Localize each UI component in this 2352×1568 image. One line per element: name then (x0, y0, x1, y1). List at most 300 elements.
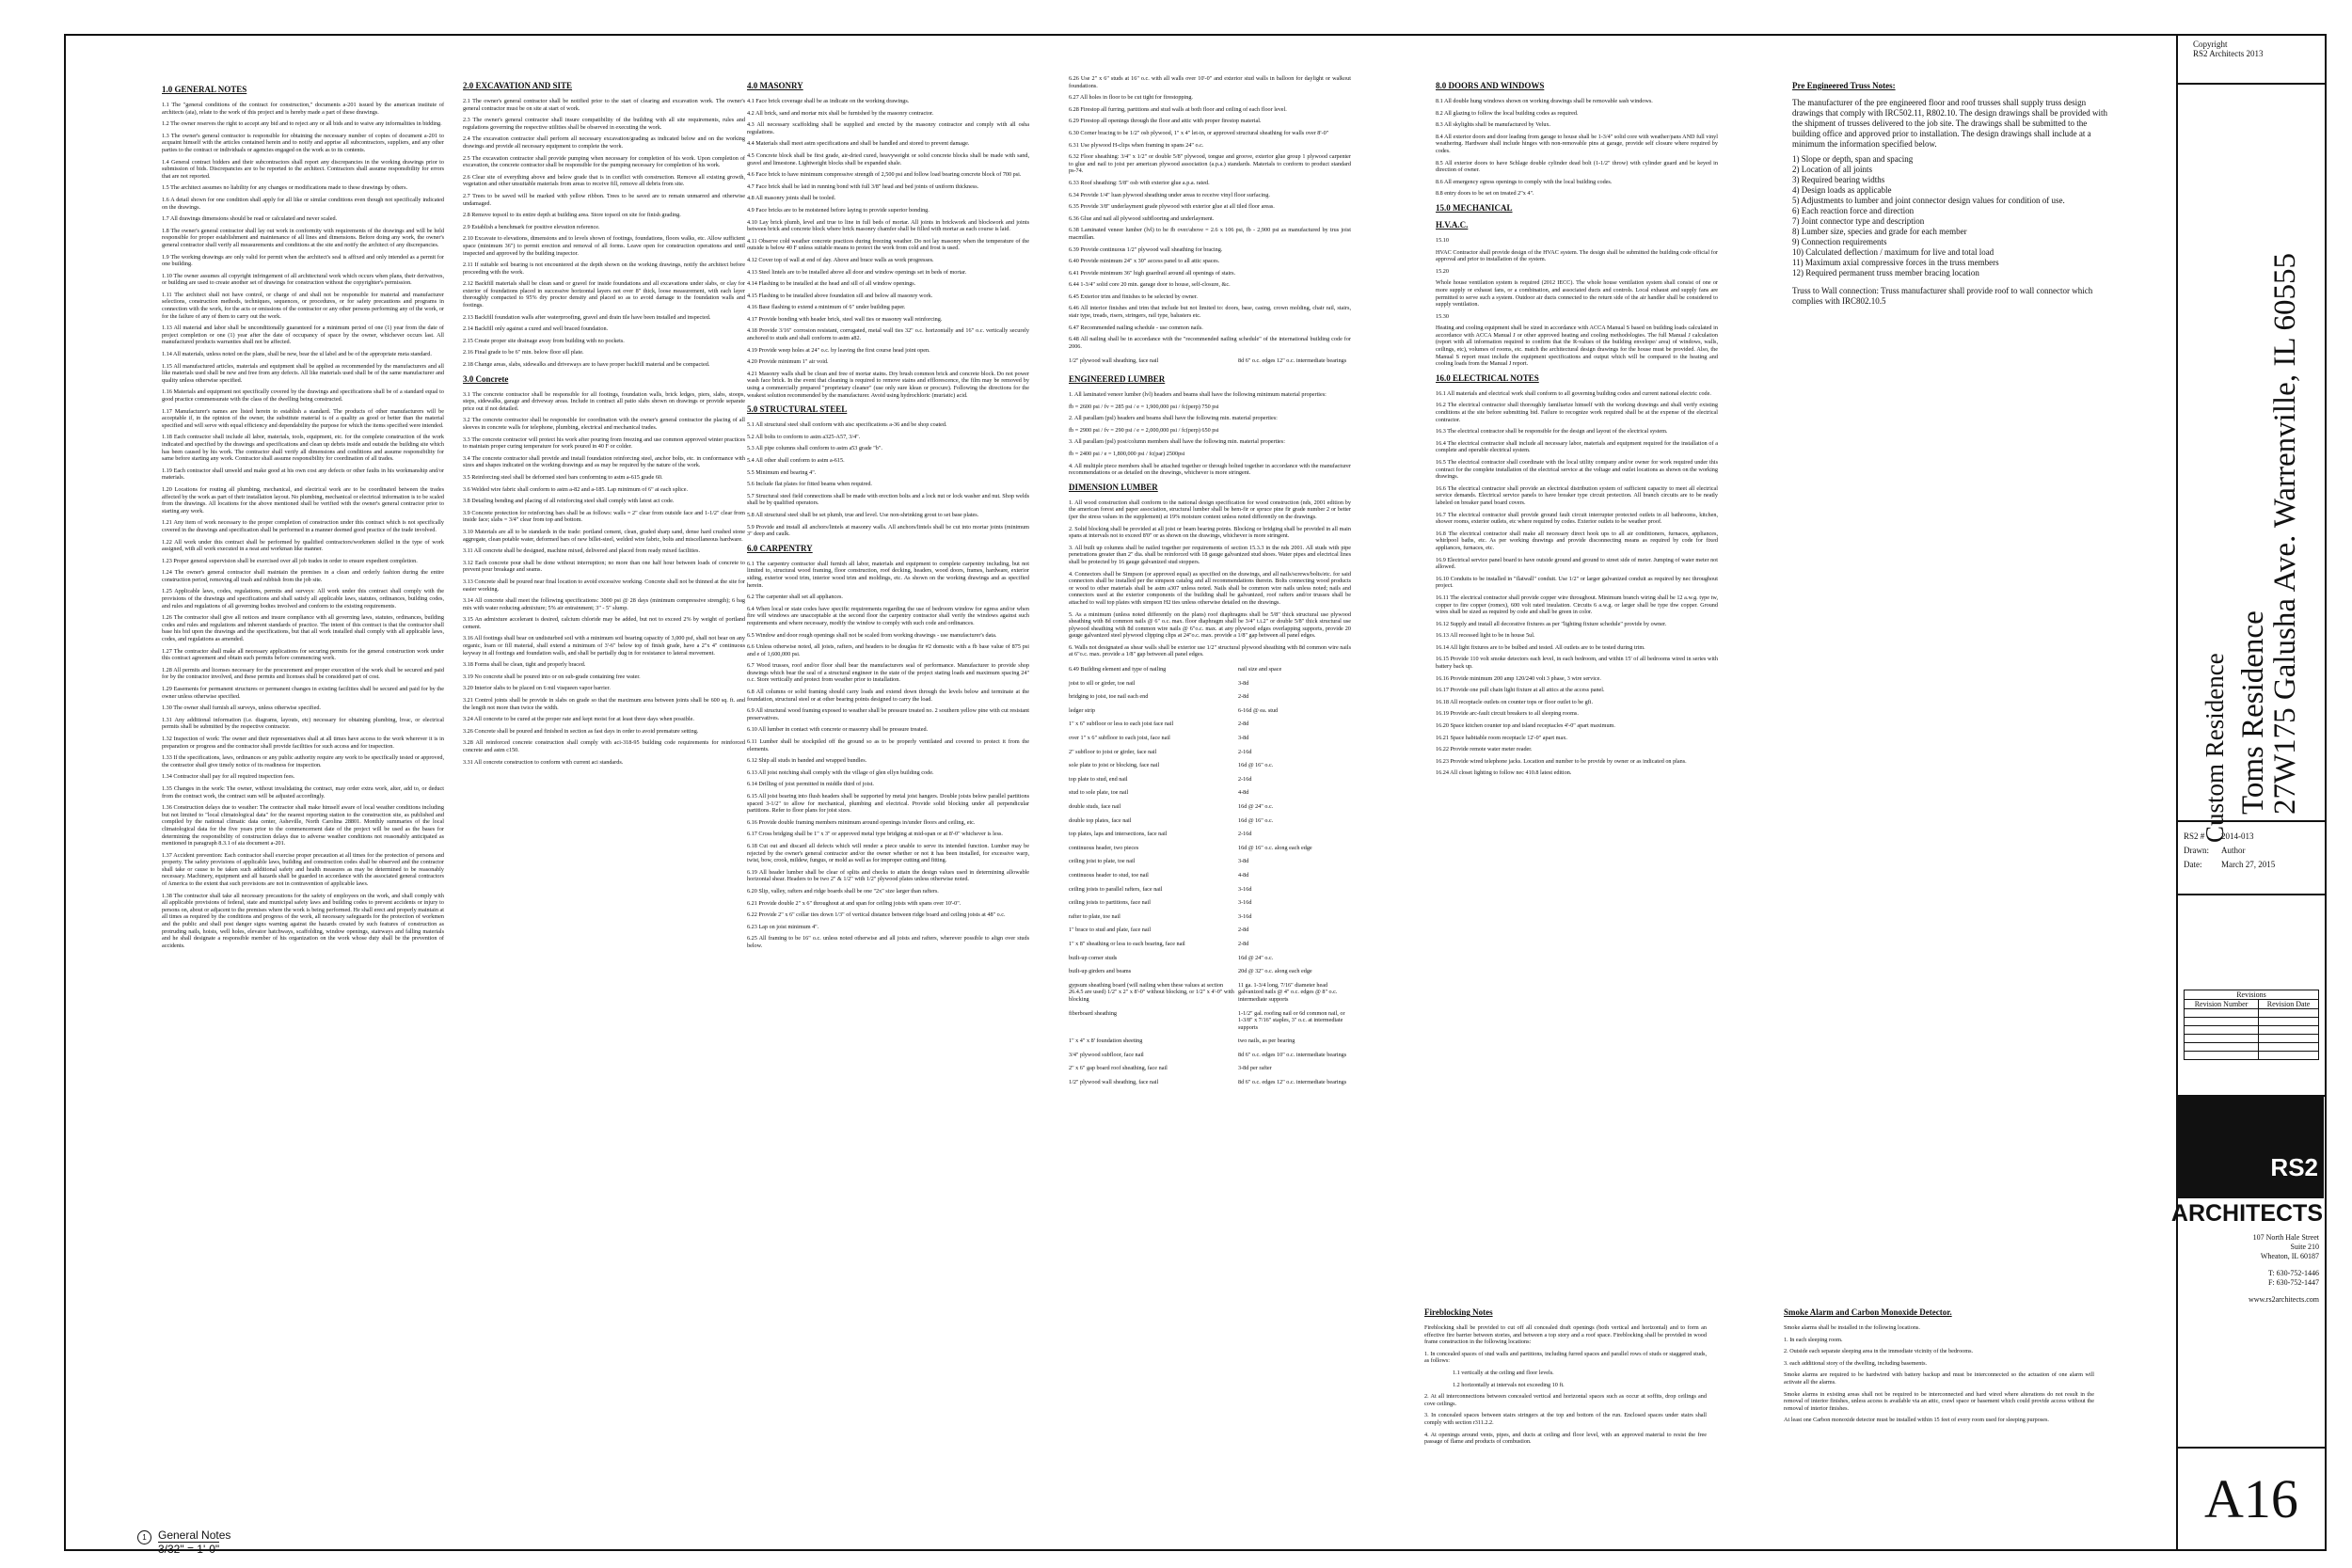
nailing-spec: 2-8d (1238, 927, 1249, 934)
nailing-spec: 16d @ 24" o.c. (1238, 954, 1274, 961)
note: 1.27 The contractor shall make all necessary applications for securing permits for the general construction work under this contract agreement and obtain such permits before commencing work. (162, 647, 444, 662)
note: 1.2 horizontally at intervals not exceeding 10 ft. (1453, 1381, 1565, 1388)
note: 1.13 All material and labor shall be unconditionally guaranteed for a minimum period of one (1) year from the date of project completion or one (1) year after the date of occupancy of space by the owner, whichever occurs last. All manufactured products warranties shall not be affected. (162, 325, 444, 346)
note: 1. All laminated veneer lumber (lvl) headers and beams shall have the following minimum material properties: (1069, 391, 1327, 399)
excavation-heading: 2.0 EXCAVATION AND SITE (463, 81, 573, 90)
copyright-block (2178, 40, 2325, 68)
nailing-spec: 4-8d (1238, 871, 1249, 879)
schedule-row (1069, 924, 1351, 938)
nailing-spec: 3-16d (1238, 885, 1252, 893)
notes-area (66, 36, 2178, 1556)
nailing-element: ceiling joists to parallel rafters, face nail (1069, 885, 1163, 893)
revision-date-header: Revision Date (2259, 1000, 2319, 1009)
note: 2.7 Trees to be saved will be marked with yellow ribbon. Trees to be saved are to remain unmarred and otherwise undamaged. (463, 192, 745, 207)
nailing-spec: 2-16d (1238, 775, 1252, 783)
note: 6.44 1-3/4" solid core 20 min. garage door to house, self-closure, &c. (1069, 281, 1231, 289)
revision-cell (2259, 1043, 2319, 1052)
note: 4.14 Flashing to be installed at the head and sill of all window openings. (747, 280, 916, 288)
note: 4.11 Observe cold weather concrete practices during freezing weather. Do not lay masonry when the temperature of the outside is below 40 F unless suitable means to protect the work from cold and frost is used. (747, 237, 1029, 252)
note: 4.16 Base flashing to extend a minimum of 6" under building paper. (747, 304, 906, 311)
note: 2.14 Backfill only against a cured and well braced foundation. (463, 325, 609, 333)
note: 2.11 If suitable soil bearing is not encountered at the depth shown on the working drawings, notify the architect before proceeding with the work. (463, 261, 745, 276)
revision-cell (2185, 1009, 2259, 1018)
note: 3.31 All concrete construction to conform with current aci standards. (463, 758, 624, 766)
mechanical-heading: 15.0 MECHANICAL (1436, 202, 1513, 213)
truss-requirement: 8) Lumber size, species and grade for each member (1792, 227, 1967, 236)
note: 16.3 The electrical contractor shall be responsible for the design and layout of the electrical system. (1436, 428, 1668, 436)
note: 3. each additional story of the dwelling, including basements. (1784, 1359, 1928, 1367)
note: 16.23 Provide wired telephone jacks. Location and number to be provide by owner or as indicated on plans. (1436, 757, 1687, 765)
note: 8.8 entry doors to be set on treated 2"x 4". (1436, 190, 1534, 198)
note: 16.14 All light fixtures are to be bulbed and tested. All outlets are to be tested during trim. (1436, 643, 1645, 651)
note: 2.5 The excavation contractor shall provide pumping when necessary for completion of his work. Upon completion of excavation, the concrete contractor shall be responsible for the pumping necessary for completion of his work. (463, 154, 745, 169)
project-number-label: RS2 # (2184, 832, 2205, 841)
drawing-title: General Notes (158, 1528, 231, 1542)
note: 1. In each sleeping room. (1784, 1336, 1843, 1343)
nailing-spec: 4-8d (1238, 789, 1249, 797)
note: 3.26 Concrete shall be poured and finished in section as fast days in order to avoid premature setting. (463, 727, 699, 735)
schedule-row (1069, 842, 1351, 856)
note: 16.2 The electrical contractor shall thoroughly familiarize himself with the working drawings and shall verify existing conditions at the site before submitting bid. Failure to recognize work required shall be at the expense of the electrical contractor. (1436, 402, 1718, 423)
note: 4.5 Concrete block shall be first grade, air-dried cured, heavyweight or solid concrete blocks shall be made with sand, gravel and limestone. Lightweight blocks shall be expanded shale. (747, 151, 1029, 166)
nailing-element: ceiling joist to plate, toe nail (1069, 858, 1136, 865)
note: 1.3 The owner's general contractor is responsible for obtaining the necessary number of copies of document a-201 to acquaint himself with the articles contained herein and to notify and apprise all subcontractors, suppliers, and any other parties to the contract or individuals or agencies engaged on the work as to its contents. (162, 132, 444, 153)
revision-cell (2185, 1043, 2259, 1052)
nailing-element: built-up corner studs (1069, 954, 1118, 961)
note: 16.17 Provide one pull chain light fixture at all attics at the access panel. (1436, 687, 1605, 694)
note: HVAC Contractor shall provide design of the HVAC system. The design shall be submitted the building code official for approval and prior to installation of the system. (1436, 248, 1718, 263)
note: 4.4 Materials shall meet astm specifications and shall be handled and stored to prevent damage. (747, 140, 970, 148)
drawn-label: Drawn: (2184, 846, 2209, 855)
note: 6.18 Cut out and discard all defects which will render a piece unable to serve its intended function. Lumber may be rejected by the owner's general contractor and/or the owner whether or not it has been installed, for excessive warp, twist, bow, crook, mildew, fungus, or mold as well as for improper cutting and fitting. (747, 842, 1029, 864)
nailing-element: 1/2" plywood wall sheathing, face nail (1069, 1079, 1159, 1086)
truss-requirement: 1) Slope or depth, span and spacing (1792, 154, 1914, 164)
note: Truss to Wall connection: Truss manufacturer shall provide roof to wall connector which complies with IRC802.10.5 (1792, 286, 2093, 306)
note: 1. All wood construction shall conform to the national design specification for wood construction (nds, 2001 edition by the american forest and paper association, structural lumber shall be hem-fir or spruce pine fir grade number 2 or better (per the stress values in the supplement) at 19% moisture content unless noted differently on the drawings. (1069, 499, 1351, 520)
note: Whole house ventilation system is required (2012 IECC). The whole house ventilation system shall consist of one or more supply or exhaust fans, or a combination, and associated ducts and controls. Local exhaust and supply fans are permitted to serve such a system. Outdoor air ducts connected to the return side of the air handler shall be considered to supply ventilation. (1436, 279, 1718, 309)
note: 1.33 If the specifications, laws, ordinances or any public authority require any work to be specifically tested or approved, the contractor shall give timely notice of its readiness for inspection. (162, 754, 444, 768)
note: 3.3 The concrete contractor will protect his work after pouring from freezing and use common approved winter practices to maintain proper curing temperature for work poured in 40 F or colder. (463, 436, 745, 451)
nailing-element: double top plates, face nail (1069, 816, 1132, 824)
note: 16.10 Conduits to be installed in "flatwall" conduit. Use 1/2" or larger galvanized conduit as required by nec throughout project. (1436, 575, 1718, 590)
note: 1.6 A detail shown for one condition shall apply for all like or similar conditions even though not specifically indicated on the drawings. (162, 196, 444, 211)
nailing-spec: 2-8d (1238, 693, 1249, 701)
note: 1.10 The owner assumes all copyright infringement of all architectural work which occurs when plans, their derivatives, or building are used to create another set of drawings for construction without the copyrighter's permission. (162, 272, 444, 287)
note: 6.2 The carpenter shall set all appliances. (747, 594, 843, 601)
schedule-row (1069, 732, 1351, 746)
revision-row (2185, 1035, 2319, 1043)
schedule-row (1069, 746, 1351, 760)
note: 1.21 Any item of work necessary to the proper completion of construction under this contract which is not specifically covered in the drawings and specification shall be performed in a manner deemed good practice of the trade involved. (162, 519, 444, 533)
nailing-element: gypsum sheathing board (will nailing when these values at section 26.4.5 are used) 1/2" x 2" x 8'-0" without blocking, or 1/2" x 4'-0" with blocking (1069, 981, 1234, 1003)
note: 4.7 Face brick shall be laid in running bond with full 3/8" head and bed joints of uniform thickness. (747, 182, 979, 190)
masonry-steel-carpentry-column (747, 75, 1029, 955)
excavation-concrete-column (463, 75, 745, 770)
firm-logo-box (2170, 1095, 2325, 1304)
drawing-number: 1 (137, 1530, 151, 1544)
schedule-row (1069, 1049, 1351, 1063)
note: 6.30 Corner bracing to be 1/2" osb plywood, 1" x 4" let-in, or approved structural sheathing for walls over 8'-0" (1069, 129, 1329, 136)
note: 3.4 The concrete contractor shall provide and install foundation reinforcing steel, anchor bolts, etc. in conformance with sizes and shapes indicated on the working drawings and as may be required by the nature of the work. (463, 454, 745, 469)
nailing-spec: two nails, as per bearing (1238, 1037, 1295, 1045)
residence-name: Toms Residence (2236, 610, 2270, 815)
note: 6.13 All joist notching shall comply with the village of glen ellyn building code. (747, 768, 934, 776)
schedule-row (1069, 759, 1351, 773)
nailing-spec: 20d @ 32" o.c. along each edge (1238, 968, 1312, 975)
nailing-element: 1" x 6" subfloor or less to each joist face nail (1069, 721, 1174, 728)
note: The manufacturer of the pre engineered floor and roof trusses shall supply truss design drawings that comply with IRC502.11, R802.10. The design drawings shall be provided with the shipment of trusses delivered to the job site. The drawings shall be submitted to the building office and approved prior to installation. The design drawings shall include at a minimum the information specified below. (1792, 98, 2107, 149)
schedule-row (1069, 1007, 1351, 1036)
note: 4.3 All necessary scaffolding shall be supplied and erected by the masonry contractor and comply with all osha regulations. (747, 121, 1029, 135)
note: 1.2 The owner reserves the right to accept any bid and to reject any or all bids and to waive any informalities in bidding. (162, 120, 442, 128)
note: 4.12 Cover top of wall at end of day. Above and brace walls as work progresses. (747, 256, 934, 263)
firm-fax: F: 630-752-1447 (2268, 1278, 2319, 1287)
general-notes-column (162, 79, 444, 954)
revision-row (2185, 1009, 2319, 1018)
nailing-spec: 16d @ 16" o.c. (1238, 762, 1274, 769)
note: 5.7 Structural steel field connections shall be made with erection bolts and a lock nut or lock washer and nut. Shop welds shall be by qualified operators. (747, 492, 1029, 507)
schedule-row (1069, 952, 1351, 966)
note: 1.17 Manufacturer's names are listed herein to establish a standard. The products of other manufacturers will be acceptable if, in the opinion of the owner, the substitute material is of a quality as good or better than the material specified and will serve with equal efficiency and dependability the purpose for which the items specified were intended. (162, 407, 444, 429)
note: 16.1 All materials and electrical work shall conform to all governing building codes and current national electric code. (1436, 389, 1711, 397)
note: 4.9 Face bricks are to be moistened before laying to provide superior bonding. (747, 206, 930, 214)
schedule-header: nail size and space (1238, 666, 1282, 673)
schedule-row (1069, 911, 1351, 925)
truss-requirements-list (1792, 154, 2112, 278)
note: 6.35 Provide 3/8" underlayment grade plywood with exterior glue at all tiled floor areas. (1069, 203, 1275, 211)
revision-cell (2259, 1035, 2319, 1043)
note: 3.16 All footings shall bear on undisturbed soil with a minimum soil bearing capacity of 3,000 psf, shall not bear on any organic, loam or fill material, shall extend a minimum of 3'-6" below top of finish grade, have a 2"x 4" continuous keyway in all footings and foundation walls, and shall be partially dug in for resistance to lateral movement. (463, 635, 745, 657)
revision-cell (2185, 1035, 2259, 1043)
note: 3.6 Welded wire fabric shall conform to astm a-82 and a-185. Lap minimum of 6" at each splice. (463, 485, 689, 493)
firm-city: Wheaton, IL 60187 (2260, 1252, 2319, 1260)
note: 6.23 Lap on joist minimum 4". (747, 923, 819, 930)
dimension-lumber-heading: DIMENSION LUMBER (1069, 482, 1158, 492)
schedule-row (1069, 773, 1351, 787)
note: 1.30 The owner shall furnish all surveys, unless otherwise specified. (162, 705, 321, 712)
note: 6.4 When local or state codes have specific requirements regarding the use of bedroom window for egress and/or when fire will windows are unacceptable at the second floor the carpentry contractor shall verify the windows against such requirements and where necessary, modify the window to comply with such code and ordinances. (747, 605, 1029, 626)
nailing-element: 1" x 8" sheathing or less to each bearing, face nail (1069, 940, 1185, 947)
note: 6.29 Firestop all openings through the floor and attic with proper firestop material. (1069, 118, 1262, 125)
note: 3.8 Detailing bending and placing of all reinforcing steel shall comply with latest aci code. (463, 498, 675, 505)
note: 4.2 All brick, sand and mortar mix shall be furnished by the masonry contractor. (747, 109, 934, 117)
note: 2.6 Clear site of everything above and below grade that is in conflict with construction. Remove all existing growth, vegetation and other unsuitable materials from areas to receive fill, remove all debris from site. (463, 173, 745, 188)
note: 1.32 Inspection of work: The owner and their representatives shall at all times have access to the work wherever it is in preparation or progress and the contractor shall provide facilities for such access and for inspection. (162, 735, 444, 750)
revisions-table (2184, 990, 2319, 1060)
project-number-row (2184, 830, 2319, 844)
revision-cell (2185, 1018, 2259, 1026)
title-block (2170, 36, 2325, 1549)
note: 4.20 Provide minimum 1" air void. (747, 358, 829, 366)
firm-suite: Suite 210 (2290, 1243, 2319, 1251)
schedule-row (1069, 705, 1351, 719)
nailing-element: stud to sole plate, toe nail (1069, 789, 1129, 797)
schedule-row (1069, 896, 1351, 911)
note: 5.8 All structural steel shall be set plumb, true and level. Use non-shrinking grout to set base plates. (747, 511, 979, 518)
note: 1.1 vertically at the ceiling and floor levels. (1453, 1369, 1554, 1376)
note: 5.9 Provide and install all anchors/lintels at masonry walls. All anchors/lintels shall be cut into mortar joints (minimum 3" deep and caulk. (747, 523, 1029, 538)
note: 5.2 All bolts to conform to astm a325-A57, 3/4". (747, 433, 861, 440)
firm-website: www.rs2architects.com (2248, 1295, 2319, 1304)
note: 1.16 Materials and equipment not specifically covered by the drawings and specifications shall be of a standard equal to good practice commensurate with the class of the dwelling being constructed. (162, 388, 444, 403)
note: 1.38 The contractor shall take all necessary precautions for the safety of employees on the work, and shall comply with all applicable provisions of federal, state and municipal safety laws and building codes to prevent accidents or injury to persons on, about or adjacent to the premises where the work is being performed. He shall erect and properly maintain at all times as required by the conditions and progress of the work, all necessary safeguards for the protection of workmen and the public and shall post danger signs warning against the hazards created by such features of construction as protruding nails, hoists, well holes, elevator hatchways, scaffolding, window openings, stairways and falling materials and he shall designate a responsible member of his organization on the work whose duty shall be the prevention of accidents. (162, 892, 444, 949)
note: 6.19 All header lumber shall be clear of splits and checks to attain the design values used in determining allowable horizontal shear. Headers to be two 2" & 1/2" with 1/2" plywood plates unless otherwise noted. (747, 868, 1029, 883)
note: 1.37 Accident prevention: Each contractor shall exercise proper precaution at all times for the protection of persons and property. The safety provisions of applicable laws, building and construction codes shall be observed and the contractor shall take or cause to be taken such additional safety and health measures as may be determined to be reasonably necessary. Machinery, equipment and all hazards shall be guarded in accordance with the associated general contractors of America to the extent that such provisions are not in contravention of applicable laws. (162, 851, 444, 888)
note: 6.39 Provide continuous 1/2" plywood wall sheathing for bracing. (1069, 245, 1223, 253)
nailing-spec: 3-8d (1238, 858, 1249, 865)
nailing-element: 2" subfloor to joist or girder, face nail (1069, 748, 1157, 755)
schedule-row (1069, 1062, 1351, 1076)
note: 6.21 Provide double 2" x 6" throughout at and span for ceiling joists with spans over 10'-0". (747, 899, 961, 907)
nailing-spec: 3-16d (1238, 899, 1252, 907)
nailing-element: bridging to joist, toe nail each end (1069, 693, 1149, 701)
note: 1.29 Easements for permanent structures or permanent changes in existing facilities shall be secured and paid for by the owner unless otherwise specified. (162, 686, 444, 700)
note: 4. Connectors shall be Simpson (or approved equal) as specified on the drawings, and all nails/screws/bolts/etc. for said connectors shall be installed per the simpson catalog and all recommendations therein. Bolts connecting wood products or wood to other materials shall be astm a307 unless noted. Nails shall be common wire nails unless noted; nails and connectors used at the exterior components of the building shall be galvanized, roof rafters and/or trusses shall be attached to wall top plates with simpson H2 ties unless otherwise detailed on the drawings. (1069, 570, 1351, 606)
note: Smoke alarms in existing areas shall not be required to be interconnected and hard wired where alterations do not result in the removal of interior finishes, unless access is available via an attic, crawl space or basement which could provide access without the removal of interior finishes. (1784, 1390, 2094, 1412)
nailing-element: ledger strip (1069, 706, 1096, 714)
note: 3.5 Reinforcing steel shall be deformed steel bars conforming to astm a-615 grade 60. (463, 473, 663, 481)
note: 3. All built up columns shall be nailed together per requirements of section 15.3.3 in the nds 2001. All studs with pipe penetrations greater than 2" dia. shall be reinforced with 18 gauge galvanized stud shoes. Water pipes and electrical lines shall be protected by 16 gauge galvanized stud stoppers. (1069, 544, 1351, 565)
note: 6.9 All structural wood framing exposed to weather shall be pressure treated no. 2 southern yellow pine with cut resistant preservatives. (747, 707, 1029, 721)
note: 1.7 All drawings dimensions should be read or calculated and never scaled. (162, 215, 338, 223)
note: 1.4 General contract bidders and their subcontractors shall report any discrepancies in the working drawings prior to submission of bids. Discrepancies are to be reported to the architect. Contractors shall assume responsibility for errors that are not reported. (162, 158, 444, 180)
note: 3.28 All reinforced concrete construction shall comply with aci-318-95 building code requirements for reinforced concrete and astm c150. (463, 739, 745, 753)
note: 6.20 Slip, valley, rafters and ridge boards shall be one "2x" size larger than rafters. (747, 887, 939, 895)
nailing-element: double studs, face nail (1069, 803, 1121, 810)
note: 8.4 All exterior doors and door leading from garage to house shall be 1-3/4" solid core with weather/pans AND full vinyl weathering. Hardware shall include hinges with non-removable pins at garage, provide self closure where required by codes. (1436, 133, 1718, 154)
nailing-element: built-up girders and beams (1069, 968, 1132, 975)
note: Smoke alarms are required to be hardwired with battery backup and must be interconnected so the actuation of one alarm will activate all the alarms. (1784, 1371, 2094, 1386)
note: 2.12 Backfill materials shall be clean sand or gravel for inside foundations and all excavations under slabs, or clay for exterior of foundations placed in successive horizontal layers not over 8" thick, loose measurement, with each layer thoroughly compacted to 95% dry proctor density and placed so as to avoid damage to the foundation walls and footings. (463, 280, 745, 309)
note: 2.15 Create proper site drainage away from building with no pockets. (463, 337, 625, 344)
nailing-spec: 16d @ 24" o.c. (1238, 803, 1274, 810)
note: 8.6 All emergency egress openings to comply with the local building codes. (1436, 178, 1613, 185)
note: 6.5 Window and door rough openings shall not be scaled from working drawings - use manufacturer's data. (747, 631, 997, 639)
note: 6.27 All holes in floor to be cut tight for firestopping. (1069, 94, 1193, 102)
nailing-element: top plate to stud, end nail (1069, 775, 1128, 783)
truss-requirement: 10) Calculated deflection / maximum for live and total load (1792, 247, 1994, 257)
truss-requirement: 11) Maximum axial compressive forces in the truss members (1792, 258, 1999, 267)
note: 6.7 Wood trusses, roof and/or floor shall bear the manufacturers seal of performance. Manufacturer to provide shop drawings which bear the seal of a structural engineer in the state of the project stating loads and maximum spacing 24" o.c. Store vertically and protect from weather prior to installation. (747, 662, 1029, 684)
nailing-element: ceiling joists to partitions, face nail (1069, 899, 1151, 907)
note: 4.1 Face brick coverage shall be as indicate on the working drawings. (747, 98, 910, 104)
note: 1.25 Applicable laws, codes, regulations, permits and surveys: All work under this contract shall comply with the provisions of the drawings and specifications and shall satisfy all applicable laws, statutes, ordinances, building codes, and rules and regulations of all governing bodies involved and conform to the existing requirements. (162, 588, 444, 610)
date-row (2184, 858, 2319, 872)
note: 6.28 Firestop all furring, partitions and stud walls at both floor and ceiling of each floor level. (1069, 105, 1287, 113)
note: 6.31 Use plywood H-clips when framing in spans 24" o.c. (1069, 141, 1204, 149)
nailing-element: continuous header, two pieces (1069, 844, 1139, 851)
project-info-box (2178, 820, 2325, 895)
note: 3.9 Concrete protection for reinforcing bars shall be as follows: walls = 2" clear from outside face and 1-1/2" clear from inside face; slabs = 3/4" clear from top and bottom. (463, 509, 745, 524)
note: 4.15 Flashing to be installed above foundation sill and below all masonry work. (747, 292, 933, 299)
note: 1.1 The "general conditions of the contract for construction," documents a-201 issued by the american institute of architects (aia), relate to the work of this project and is hereby made a part of these drawings. (162, 102, 444, 116)
carpentry-heading: 6.0 CARPENTRY (747, 543, 813, 553)
note: 2.13 Backfill foundation walls after waterproofing, gravel and drain tile have been installed and inspected. (463, 313, 711, 321)
revision-cell (2259, 1052, 2319, 1060)
note: 8.1 All double hung windows shown on working drawings shall be removable sash windows. (1436, 98, 1653, 104)
note: 1.34 Contractor shall pay for all required inspection fees. (162, 773, 295, 781)
note-number: 15.20 (1436, 267, 1449, 275)
note: 5.3 All pipe columns shall conform to astm a53 grade "b". (747, 445, 882, 452)
revision-row (2185, 1043, 2319, 1052)
note: 6.16 Provide double framing members minimum around openings in/under floors and ceiling, etc. (747, 818, 976, 826)
nailing-spec: 2-16d (1238, 748, 1252, 755)
note: 16.15 Provide 110 volt smoke detectors each level, in each bedroom, and within 15' of all bedrooms wired in series with battery back up. (1436, 656, 1718, 671)
note: 16.6 The electrical contractor shall provide an electrical distribution system of sufficient capacity to meet all electrical service demands. Electrical service panels to have breaker type circuit protection. All branch circuits are to be neatly labeled on breaker panel board covers. (1436, 484, 1718, 506)
schedule-header: 6.49 Building element and type of nailing (1069, 666, 1167, 673)
note: 2.3 The owner's general contractor shall insure compatibility of the building with all site requirements, rules and regulations governing the respective utilities shall be observed in executing the work. (463, 117, 745, 131)
schedule-row (1069, 855, 1351, 869)
note: 1.19 Each contractor shall unweld and make good at his own cost any defects or other faults in his workmanship and/or materials. (162, 467, 444, 482)
note: 1.11 The architect shall not have control, or charge of and shall not be responsible for material and manufacturer selections, construction methods, techniques, sequences, or procedures, or for safety precautions and programs in connection with the work, for the acts or omissions of the contractor or any other persons performing any of the work, or for the failure of any of them to carry out the work. (162, 291, 444, 320)
note: 16.13 All recessed light to be in house 5ul. (1436, 632, 1535, 640)
plywood-nailing-row (1069, 355, 1351, 369)
schedule-row (1069, 786, 1351, 800)
nailing-spec: 2-16d (1238, 831, 1252, 838)
schedule-row (1069, 1076, 1351, 1090)
note: 3. All parallam (psl) post/column members shall have the following min. material properties: (1069, 438, 1285, 446)
firm-logo (2178, 1097, 2324, 1198)
project-address: 27W175 Galusha Ave. Warrenville, IL 60555 (2268, 253, 2302, 815)
note: 2. Outside each separate sleeping area in the immediate vicinity of the bedrooms. (1784, 1348, 1974, 1355)
nailing-spec: 3-8d per rafter (1238, 1065, 1272, 1072)
note: 6.26 Use 2" x 6" studs at 16" o.c. with all walls over 10'-0" and exterior stud walls in balloon for daylight or walkout foundations. (1069, 75, 1351, 89)
revision-cell (2259, 1018, 2319, 1026)
truss-requirement: 2) Location of all joints (1792, 165, 1872, 174)
drawing-sheet (64, 34, 2327, 1556)
revision-cell (2259, 1026, 2319, 1035)
note: 5.6 Include flat plates for fitted beams when required. (747, 481, 872, 488)
date: March 27, 2015 (2221, 860, 2276, 869)
note: 2.10 Excavate to elevations, dimensions and to levels shown of footings, foundations, floors walks, etc. Allow sufficient space (minimum 36") to permit erection and removal of all forms. Leave open for construction operations and until inspected and approved by the building inspector. (463, 235, 745, 257)
note: 6.38 Laminated veneer lumber (lvl) to be fb over/above = 2.6 x 106 psi, fb - 2,900 psi as manufactured by trus joist macmillan. (1069, 227, 1351, 241)
note: 3.15 An admixture accelerant is desired, calcium chloride may be added, but not to exceed 2% by weight of portland cement. (463, 616, 745, 630)
nailing-element: continuous header to stud, toe nail (1069, 871, 1149, 879)
note: 4.13 Steel lintels are to be installed above all door and window openings set in beds of mortar. (747, 268, 967, 276)
revision-number-header: Revision Number (2185, 1000, 2259, 1009)
schedule-row (1069, 718, 1351, 732)
fireblocking-notes (1424, 1302, 1707, 1450)
sheet-number: A16 (2204, 1468, 2298, 1529)
logo-architects: ARCHITECTS (2170, 1200, 2323, 1227)
schedule-row (1069, 690, 1351, 705)
project-type: Custom Residence (2201, 653, 2229, 843)
note: 2.18 Change areas, slabs, sidewalks and driveways are to have proper backfill material and be compacted. (463, 361, 710, 369)
schedule-row (1069, 979, 1351, 1007)
note: 6.12 Ship all studs in banded and wrapped bundles. (747, 757, 867, 765)
engineered-lumber-heading: ENGINEERED LUMBER (1069, 374, 1166, 385)
smoke-alarm-notes (1784, 1302, 2094, 1429)
revision-row (2185, 1026, 2319, 1035)
note: 6.45 Exterior trim and finishes to be selected by owner. (1069, 293, 1198, 300)
note: fb = 2900 psi / fv = 290 psi / e = 2,000,000 psi / fc(perp) 650 psi (1069, 426, 1219, 434)
revision-cell (2259, 1009, 2319, 1018)
nailing-element: fiberboard sheathing (1069, 1009, 1118, 1017)
note: 3.14 All concrete shall meet the following specifications: 3000 psi @ 28 days (minimum compressive strength); 6 bag mix with water reducing admixture; 5% air entrainment; 3" - 5" slump. (463, 597, 745, 611)
note: 16.22 Provide remote water meter reader. (1436, 746, 1533, 753)
note: 3.20 Interior slabs to be placed on 6 mil visqueen vapor barrier. (463, 685, 611, 692)
schedule-row (1069, 1035, 1351, 1049)
nailing-element: 1" x 4" x 8' foundation sheeting (1069, 1037, 1143, 1045)
note: 2.16 Final grade to be 6" min. below floor sill plate. (463, 349, 584, 356)
nailing-spec: 2-8d (1238, 940, 1249, 947)
note: 4.18 Provide 3/16" corrosion resistant, corrugated, metal wall ties 32" o.c. horizontally and 16" o.c. vertically securely anchored to studs and shall conform to astm a82. (747, 327, 1029, 342)
note: At least one Carbon monoxide detector must be installed within 15 feet of every room used for sleeping purposes. (1784, 1417, 2049, 1424)
note: 6.40 Provide minimum 24" x 30" access panel to all attic spaces. (1069, 258, 1220, 265)
truss-requirement: 3) Required bearing widths (1792, 175, 1885, 184)
note: 16.12 Supply and install all decorative fixtures as per "lighting fixture schedule" provide by owner. (1436, 620, 1667, 627)
note: 4.21 Masonry walls shall be clean and free of mortar stains. Dry brush common brick and concrete block. Do not power wash face brick. In the event that cleaning is required to remove stains and efflorescence, the film may be removed by using a commercially prepared "proprietary cleaner" (use only sure klean or procure). Following the directions for the weakest solution recommended by the manufacturer. Avoid using hydrochloric (muriatic) acid. (747, 370, 1029, 399)
date-label: Date: (2184, 860, 2202, 869)
note: 1.15 All manufactured articles, materials and equipment shall be applied as recommended by the manufacturers and all like materials used shall be new and free from any defects. All like materials used shall be of the same manufacturer and quality unless otherwise specified. (162, 362, 444, 384)
note: Fireblocking shall be provided to cut off all concealed draft openings (both vertical and horizontal) and to form an effective fire barrier between stories, and between a top story and a roof space. Fireblocking shall be provided in wood frame construction in the following locations: (1424, 1324, 1707, 1346)
note: fb = 2400 psi / e = 1,800,000 psi / fc(par) 2500psi (1069, 451, 1185, 457)
nailing-element: joist to sill or girder, toe nail (1069, 679, 1136, 687)
note: 4.8 All masonry joints shall be tooled. (747, 195, 836, 202)
note: 3.19 No concrete shall be poured into or on sub-grade containing free water. (463, 673, 641, 680)
drawing-scale: 3/32" = 1'-0" (158, 1543, 220, 1556)
nailing-spec: 8d 6" o.c. edges 10" o.c. intermediate bearings (1238, 1051, 1347, 1058)
nailing-element: over 1" x 6" subfloor to each joist, face nail (1069, 735, 1170, 742)
note: 3. In concealed spaces between stairs stringers at the top and bottom of the run. Enclosed spaces under stairs shall comply with section r311.2.2. (1424, 1412, 1707, 1426)
note: 4.10 Lay brick plumb, level and true to line in full beds of mortar. All joints in brickwork and blockwork and joints between brick and concrete block where brick masonry chamfer shall be filled with mortar as each course is laid. (747, 218, 1029, 233)
note: 16.7 The electrical contractor shall provide ground fault circuit interrupter protected outlets in all bathrooms, kitchen, shower rooms, exterior outlets, etc where required by codes. Exterior outlets to be weather proof. (1436, 511, 1718, 526)
note: 3.2 The concrete contractor shall be responsible for coordination with the owner's general contractor the placing of all sleeves in concrete walls for telephone, plumbing, electrical and mechanical trades. (463, 417, 745, 431)
note: 6.48 All nailing shall be in accordance with the "recommended nailing schedule" of the international building code for 2006. (1069, 336, 1351, 350)
note: 2. Solid blocking shall be provided at all joist or beam bearing points. Blocking or bridging shall be provided in all main spans at intervals not to exceed 8'0" or as shown on the drawings, whichever is more stringent. (1069, 525, 1351, 540)
note: 16.9 Electrical service panel board to have outside ground and ground to street side of meter. Jumping of water meter not allowed. (1436, 556, 1718, 571)
note: 1.35 Changes in the work: The owner, without invalidating the contract, may order extra work, alter, add to, or deduct from the contract work, the contract sum will be adjusted accordingly. (162, 784, 444, 800)
revision-row (2185, 1052, 2319, 1060)
note: 4. At openings around vents, pipes, and ducts at ceiling and floor level, with an approved material to resist the free passage of flame and products of combustion. (1424, 1431, 1707, 1446)
truss-notes-column (1792, 75, 2112, 311)
note: 3.12 Each concrete pour shall be done without interruption; no more than one half hour between loads of concrete to prevent pour breakage and seams. (463, 559, 745, 574)
note: 2.9 Establish a benchmark for positive elevation reference. (463, 223, 600, 230)
note: 3.21 Control joints shall be provide in slabs on grade so that the maximum area between joints shall be 600 sq. ft. and the length not more than twice the width. (463, 697, 745, 711)
note: 16.8 The electrical contractor shall make all necessary direct hook ups to all air conditioners, furnaces, appliances, whirlpool baths, etc. As per working drawings and provide disconnecting means as required by code for fixed appliances, furnaces, etc. (1436, 530, 1718, 551)
note: fb = 2600 psi / fv = 285 psi / e = 1,900,000 psi / fc(perp) 750 psi (1069, 403, 1219, 410)
note: 16.5 The electrical contractor shall coordinate with the local utility company and/or owner for work required under this contract for the complete installation of the electrical service at the voltage and outlet locations as shown on the working drawings. (1436, 459, 1718, 481)
revision-cell (2185, 1052, 2259, 1060)
carpentry-lumber-column (1069, 75, 1351, 1090)
note: 3.24 All concrete to be cured at the proper rate and kept moist for at least three days when possible. (463, 716, 694, 723)
revisions-title: Revisions (2185, 990, 2319, 1000)
schedule-row (1069, 883, 1351, 897)
structural-steel-heading: 5.0 STRUCTURAL STEEL (747, 404, 848, 415)
note: 4.19 Provide weep holes at 24" o.c. by leaving the first course head joint open. (747, 346, 930, 354)
note: 1.18 Each contractor shall include all labor, materials, tools, equipment, etc. for the complete construction of the work indicated and specified by the drawings and specifications and clean up debris inside and outside the building site which has been caused by his work. The contractor shall verify all dimensions and conditions and assume responsibility for same before starting any work. Contractor shall assume responsibility for coordination of all trades. (162, 434, 444, 463)
note: 16.19 Provide arc-fault circuit breakers to all sleeping rooms. (1436, 710, 1579, 718)
note: 1.28 All permits and licenses necessary for the procurement and proper execution of the work shall be secured and paid for by the contractor involved, and these permits and licenses shall be considered part of cost. (162, 666, 444, 681)
note: 6.11 Lumber shall be stockpiled off the ground so as to be properly ventilated and covered to protect it from the elements. (747, 738, 1029, 752)
note: 6.22 Provide 2" x 6" collar ties down 1/3" of vertical distance between ridge board and ceiling joists at 48" o.c. (747, 911, 1006, 919)
note: 1.14 All materials, unless noted on the plans, shall be new, bear the ul label and be of the appropriate meta standard. (162, 351, 432, 358)
note: 16.18 All receptacle outlets on counter tops or floor outlet to be gfi. (1436, 698, 1594, 705)
nailing-spec: 3-8d (1238, 735, 1249, 742)
note: 2. All parallam (psl) headers and beams shall have the following min. material properties: (1069, 415, 1278, 422)
nailing-element: rafter to plate, toe nail (1069, 912, 1120, 920)
note: 1.8 The owner's general contractor shall lay out work in conformity with requirements of the drawings and will be held responsible for proper establishment and maintenance of all lines and dimensions. Before doing any work, the owner's general contractor shall verify all measurements and conditions at the site and notify the architect of any discrepancies. (162, 227, 444, 248)
smoke-alarm-heading: Smoke Alarm and Carbon Monoxide Detector. (1784, 1307, 1952, 1317)
schedule-row (1069, 677, 1351, 691)
nailing-spec: 1-1/2" gal. roofing nail or 6d common nail, or 1-3/8" x 7/16" staples, 3" o.c. at intermediate supports (1238, 1009, 1345, 1031)
logo-rs2: RS2 (2270, 1153, 2318, 1181)
drawn-by-row (2184, 844, 2319, 858)
note: 6.6 Unless otherwise noted, all joists, rafters, and headers to be douglas fir #2 domestic with a fb base value of 875 psi and e of 1,600,000 psi. (747, 643, 1029, 657)
note: 8.2 All glazing to follow the local building codes as required. (1436, 109, 1579, 117)
nailing-element: sole plate to joist or blocking, face nail (1069, 762, 1160, 769)
note: 1.5 The architect assumes no liability for any changes or modifications made to these drawings by others. (162, 184, 408, 192)
